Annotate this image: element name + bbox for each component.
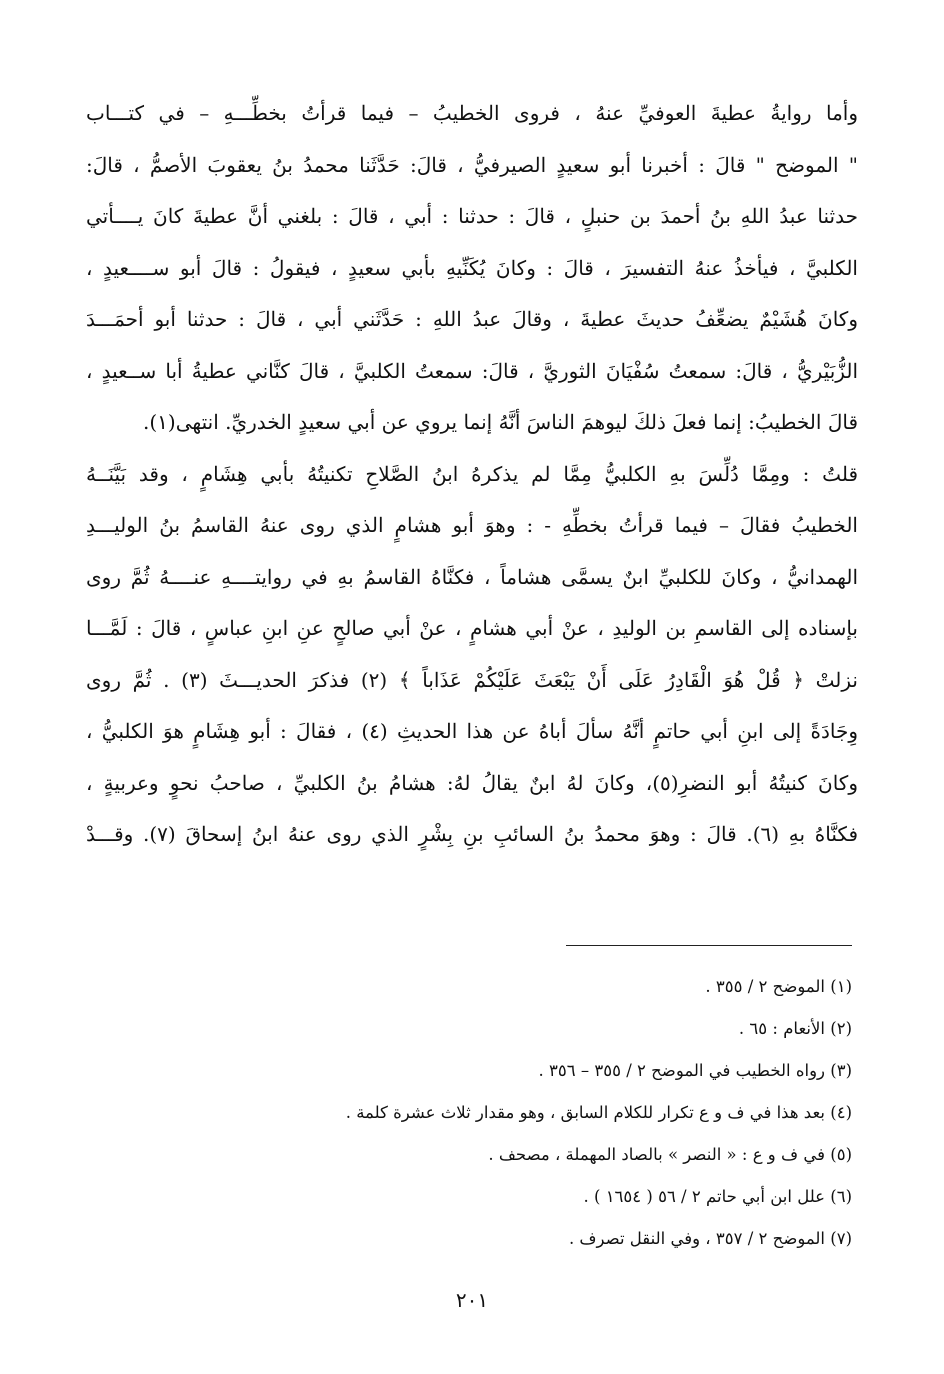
footnote: (٥) في ف و ع : « النصر » بالصاد المهملة ، مصحف . [488, 1145, 852, 1164]
footnote-divider [566, 945, 852, 946]
footnotes-block [250, 966, 852, 1260]
footnote: (٧) الموضح ٢ / ٣٥٧ ، وفي النقل تصرف . [568, 1229, 852, 1248]
text-line-with-verse: نزلتْ ﴿ قُلْ هُوَ الْقَادِرُ عَلَى أَنْ يَبْعَثَ عَلَيْكُمْ عَذَاباً ﴾ (٢) فذكرَ الحديـــثَ (٣) . ثُمَّ روى [86, 667, 858, 692]
text-line: وِجَادَةً إلى ابنِ أبي حاتمٍ أنَّهُ سألَ أباهُ عن هذا الحديثِ (٤) ، فقالَ : أبو هِشَامٍ هوَ الكلبيُّ ، [86, 719, 858, 743]
text-line: فكنَّاهُ بهِ (٦). قالَ : وهوَ محمدُ بنُ السائبِ بنِ بِشْرٍ الذي روى عنهُ ابنُ إسحاقَ (٧). وقـــدْ [86, 822, 858, 846]
text-line: " الموضح " قالَ : أخبرنا أبو سعيدٍ الصيرفيُّ ، قالَ: حَدَّثَنا محمدُ بنُ يعقوبَ الأصمُّ ، قالَ: [86, 152, 858, 177]
text-line: الزُّبَيْريُّ ، قالَ: سمعتُ سُفْيَانَ الثوريَّ ، قالَ: سمعتُ الكلبيَّ ، قالَ كنَّاني عطيةُ أبا ســعيدٍ ، [86, 358, 858, 383]
main-text-block [86, 88, 858, 861]
footnote: (٤) بعد هذا في ف و ع تكرار للكلام السابق ، وهو مقدار ثلاث عشرة كلمة . [345, 1103, 852, 1122]
footnote: (٢) الأنعام : ٦٥ . [738, 1019, 852, 1038]
text-line: حدثنا عبدُ اللهِ بنُ أحمدَ بن حنبلٍ ، قالَ : حدثنا : أبي ، قالَ : بلغني أنَّ عطيةَ كانَ يــــأتي [86, 204, 858, 228]
text-line: الكلبيَّ ، فيأخذُ عنهُ التفسيرَ ، قالَ : وكانَ يُكَنِّيهِ بأبي سعيدٍ ، فيقولُ : قالَ أبو ســــعيدٍ ، [86, 255, 858, 280]
footnote: (٦) علل ابن أبي حاتم ٢ / ٥٦ ( ١٦٥٤ ) . [583, 1187, 852, 1206]
text-line: الخطيبُ فقالَ – فيما قرأتُ بخطِّهِ - : وهوَ أبو هشامٍ الذي روى عنهُ القاسمُ بنُ الوليـــدِ [86, 513, 858, 537]
page-number: ٢٠١ [455, 1288, 489, 1312]
text-line: بإسناده إلى القاسمِ بن الوليدِ ، عنْ أبي هشامٍ ، عنْ أبي صالحٍ عنِ ابنِ عباسٍ ، قالَ : لَمَّـــا [86, 616, 858, 640]
footnote: (١) الموضح ٢ / ٣٥٥ . [705, 977, 852, 996]
text-line: وكانَ هُشَيْمٌ يضعِّفُ حديثَ عطيةَ ، وقالَ عبدُ اللهِ : حَدَّثَني أبي ، قالَ : حدثنا أبو أحمَـــدَ [86, 307, 858, 331]
text-line: الهمدانيُّ ، وكانَ للكلبيِّ ابنٌ يسمَّى هشاماً ، فكنَّاهُ القاسمُ بهِ في روايتــــهِ عنــــهُ ثُمَّ روى [86, 564, 858, 589]
text-line: وأما روايةُ عطيةَ العوفيِّ عنهُ ، فروى الخطيبُ – فيما قرأتُ بخطِّـــهِ – في كتـــاب [86, 101, 858, 125]
text-line: قالَ الخطيبُ: إنما فعلَ ذلكَ ليوهمَ الناسَ أنَّهُ إنما يروي عن أبي سعيدٍ الخدريِّ. انتهى(١). [143, 410, 858, 434]
text-line: وكانَ كنيتُهُ أبو النضرِ(٥)، وكانَ لهُ ابنٌ يقالُ لهُ: هشامُ بنُ الكلبيِّ ، صاحبُ نحوٍ وعربيةٍ ، [86, 770, 858, 795]
footnote: (٣) رواه الخطيب في الموضح ٢ / ٣٥٥ – ٣٥٦ . [538, 1061, 852, 1080]
text-line: قلتُ : ومِمَّا دُلِّسَ بهِ الكلبيُّ مِمَّا لم يذكرهُ ابنُ الصَّلاحِ تكنيتُهُ بأبي هِشَامٍ ، وقد بَيَّنَــهُ [86, 461, 858, 486]
